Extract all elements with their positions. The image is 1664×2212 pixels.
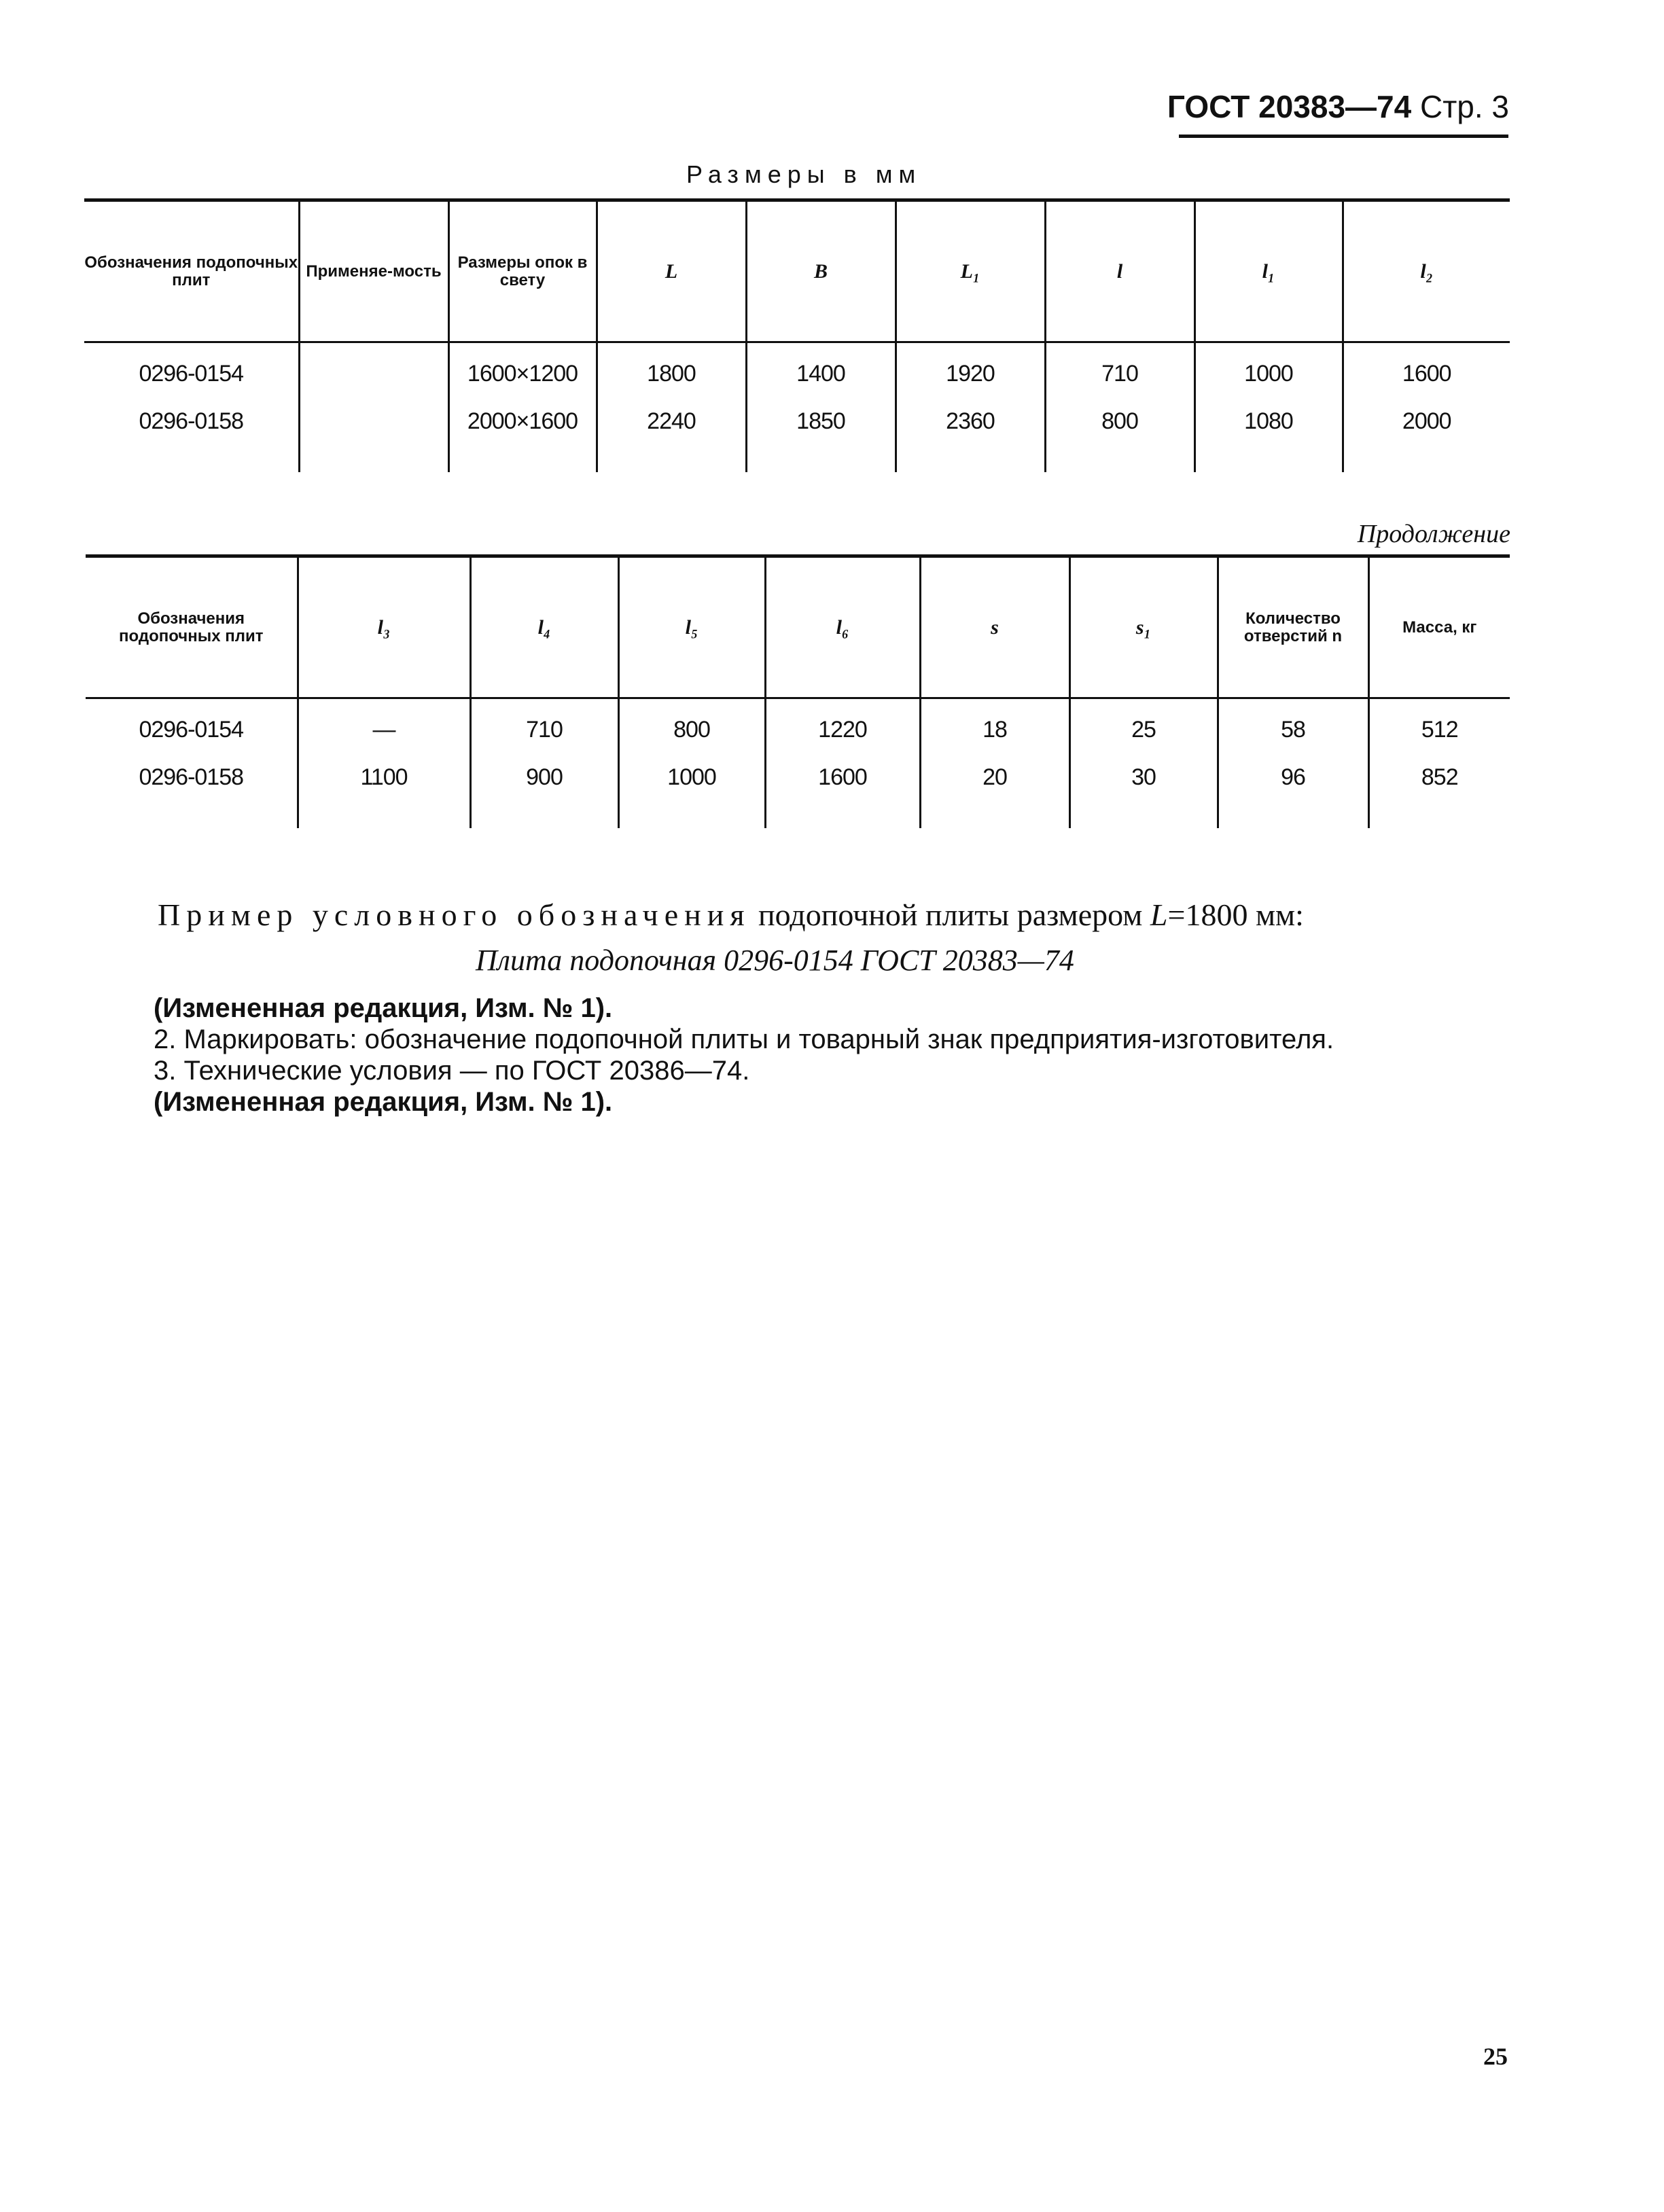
cell-designation: 0296-0158 xyxy=(139,764,244,790)
example-designation: Плита подопочная 0296-0154 ГОСТ 20383—74 xyxy=(476,944,1074,977)
cell-l: 710 xyxy=(1045,350,1194,397)
header-B: B xyxy=(746,200,896,342)
header-l6: l₆ xyxy=(765,556,920,698)
header-rule xyxy=(1179,135,1508,138)
header-l5: l₅ xyxy=(618,556,765,698)
header-L1: L₁ xyxy=(896,200,1045,342)
header-l4: l₄ xyxy=(470,556,618,698)
cell-l5: 1000 xyxy=(618,753,765,801)
header-L: L xyxy=(597,200,746,342)
amendment-note: (Измененная редакция, Изм. № 1). xyxy=(154,1087,613,1117)
cell-s1: 25 xyxy=(1069,706,1218,753)
example-intro-spaced: Пример условного обозначения xyxy=(158,897,751,932)
cell-l2: 1600 xyxy=(1343,350,1510,397)
cell-hole-count: 58 xyxy=(1218,706,1368,753)
table-row xyxy=(84,397,1510,445)
cell-l2: 2000 xyxy=(1343,397,1510,445)
cell-designation: 0296-0154 xyxy=(139,360,244,387)
cell-designation: 0296-0154 xyxy=(139,716,244,743)
cell-s1: 30 xyxy=(1069,753,1218,801)
dimensions-table xyxy=(84,198,1510,472)
cell-B: 1850 xyxy=(746,397,896,445)
technical-conditions-paragraph: 3. Технические условия — по ГОСТ 20386—74. xyxy=(154,1056,750,1086)
cell-l5: 800 xyxy=(618,706,765,753)
cell-l1: 1080 xyxy=(1194,397,1343,445)
header-l2: l₂ xyxy=(1343,200,1510,342)
cell-l6: 1220 xyxy=(765,706,920,753)
cell-B: 1400 xyxy=(746,350,896,397)
cell-l3: — xyxy=(298,706,470,753)
header-flask-size: Размеры опок в свету xyxy=(448,200,597,342)
continuation-table xyxy=(86,554,1510,828)
header-applicability: Применяе-мость xyxy=(299,200,448,342)
cell-applicability xyxy=(299,397,448,445)
page-label: Стр. 3 xyxy=(1419,89,1509,124)
table-row xyxy=(86,706,1510,753)
header-l: l xyxy=(1045,200,1194,342)
header-designation: Обозначения подопочных плит xyxy=(86,556,298,698)
header-s: s xyxy=(920,556,1069,698)
header-l3: l₃ xyxy=(298,556,470,698)
cell-L: 1800 xyxy=(597,350,746,397)
marking-paragraph: 2. Маркировать: обозначение подопочной плиты и товарный знак предприятия-изготовителя. xyxy=(154,1024,1334,1054)
cell-L1: 2360 xyxy=(896,397,1045,445)
cell-l4: 900 xyxy=(470,753,618,801)
cell-l6: 1600 xyxy=(765,753,920,801)
units-caption: Размеры в мм xyxy=(686,160,922,188)
cell-flask-size: 2000×1600 xyxy=(448,397,597,445)
cell-l1: 1000 xyxy=(1194,350,1343,397)
cell-designation: 0296-0158 xyxy=(139,408,244,434)
cell-hole-count: 96 xyxy=(1218,753,1368,801)
cell-mass: 852 xyxy=(1368,753,1510,801)
cell-L1: 1920 xyxy=(896,350,1045,397)
amendment-note: (Измененная редакция, Изм. № 1). xyxy=(154,993,613,1023)
header-s1: s₁ xyxy=(1069,556,1218,698)
header-mass: Масса, кг xyxy=(1368,556,1510,698)
header-hole-count: Количество отверстий n xyxy=(1218,556,1368,698)
standard-number: ГОСТ 20383—74 xyxy=(1167,89,1412,124)
cell-mass: 512 xyxy=(1368,706,1510,753)
continuation-label: Продолжение xyxy=(1357,520,1510,548)
page-header xyxy=(1167,88,1509,125)
example-intro-rest: подопочной плиты размером xyxy=(750,897,1150,932)
example-symbol: L xyxy=(1150,897,1168,932)
cell-l4: 710 xyxy=(470,706,618,753)
header-l1: l₁ xyxy=(1194,200,1343,342)
cell-l3: 1100 xyxy=(298,753,470,801)
cell-s: 20 xyxy=(920,753,1069,801)
table-row xyxy=(84,350,1510,397)
cell-flask-size: 1600×1200 xyxy=(448,350,597,397)
cell-applicability xyxy=(299,350,448,397)
cell-s: 18 xyxy=(920,706,1069,753)
cell-l: 800 xyxy=(1045,397,1194,445)
cell-L: 2240 xyxy=(597,397,746,445)
header-designation: Обозначения подопочных плит xyxy=(84,200,299,342)
example-value: =1800 мм: xyxy=(1167,897,1304,932)
page-number: 25 xyxy=(1483,2043,1508,2070)
example-line xyxy=(158,897,1304,933)
table-row xyxy=(86,753,1510,801)
